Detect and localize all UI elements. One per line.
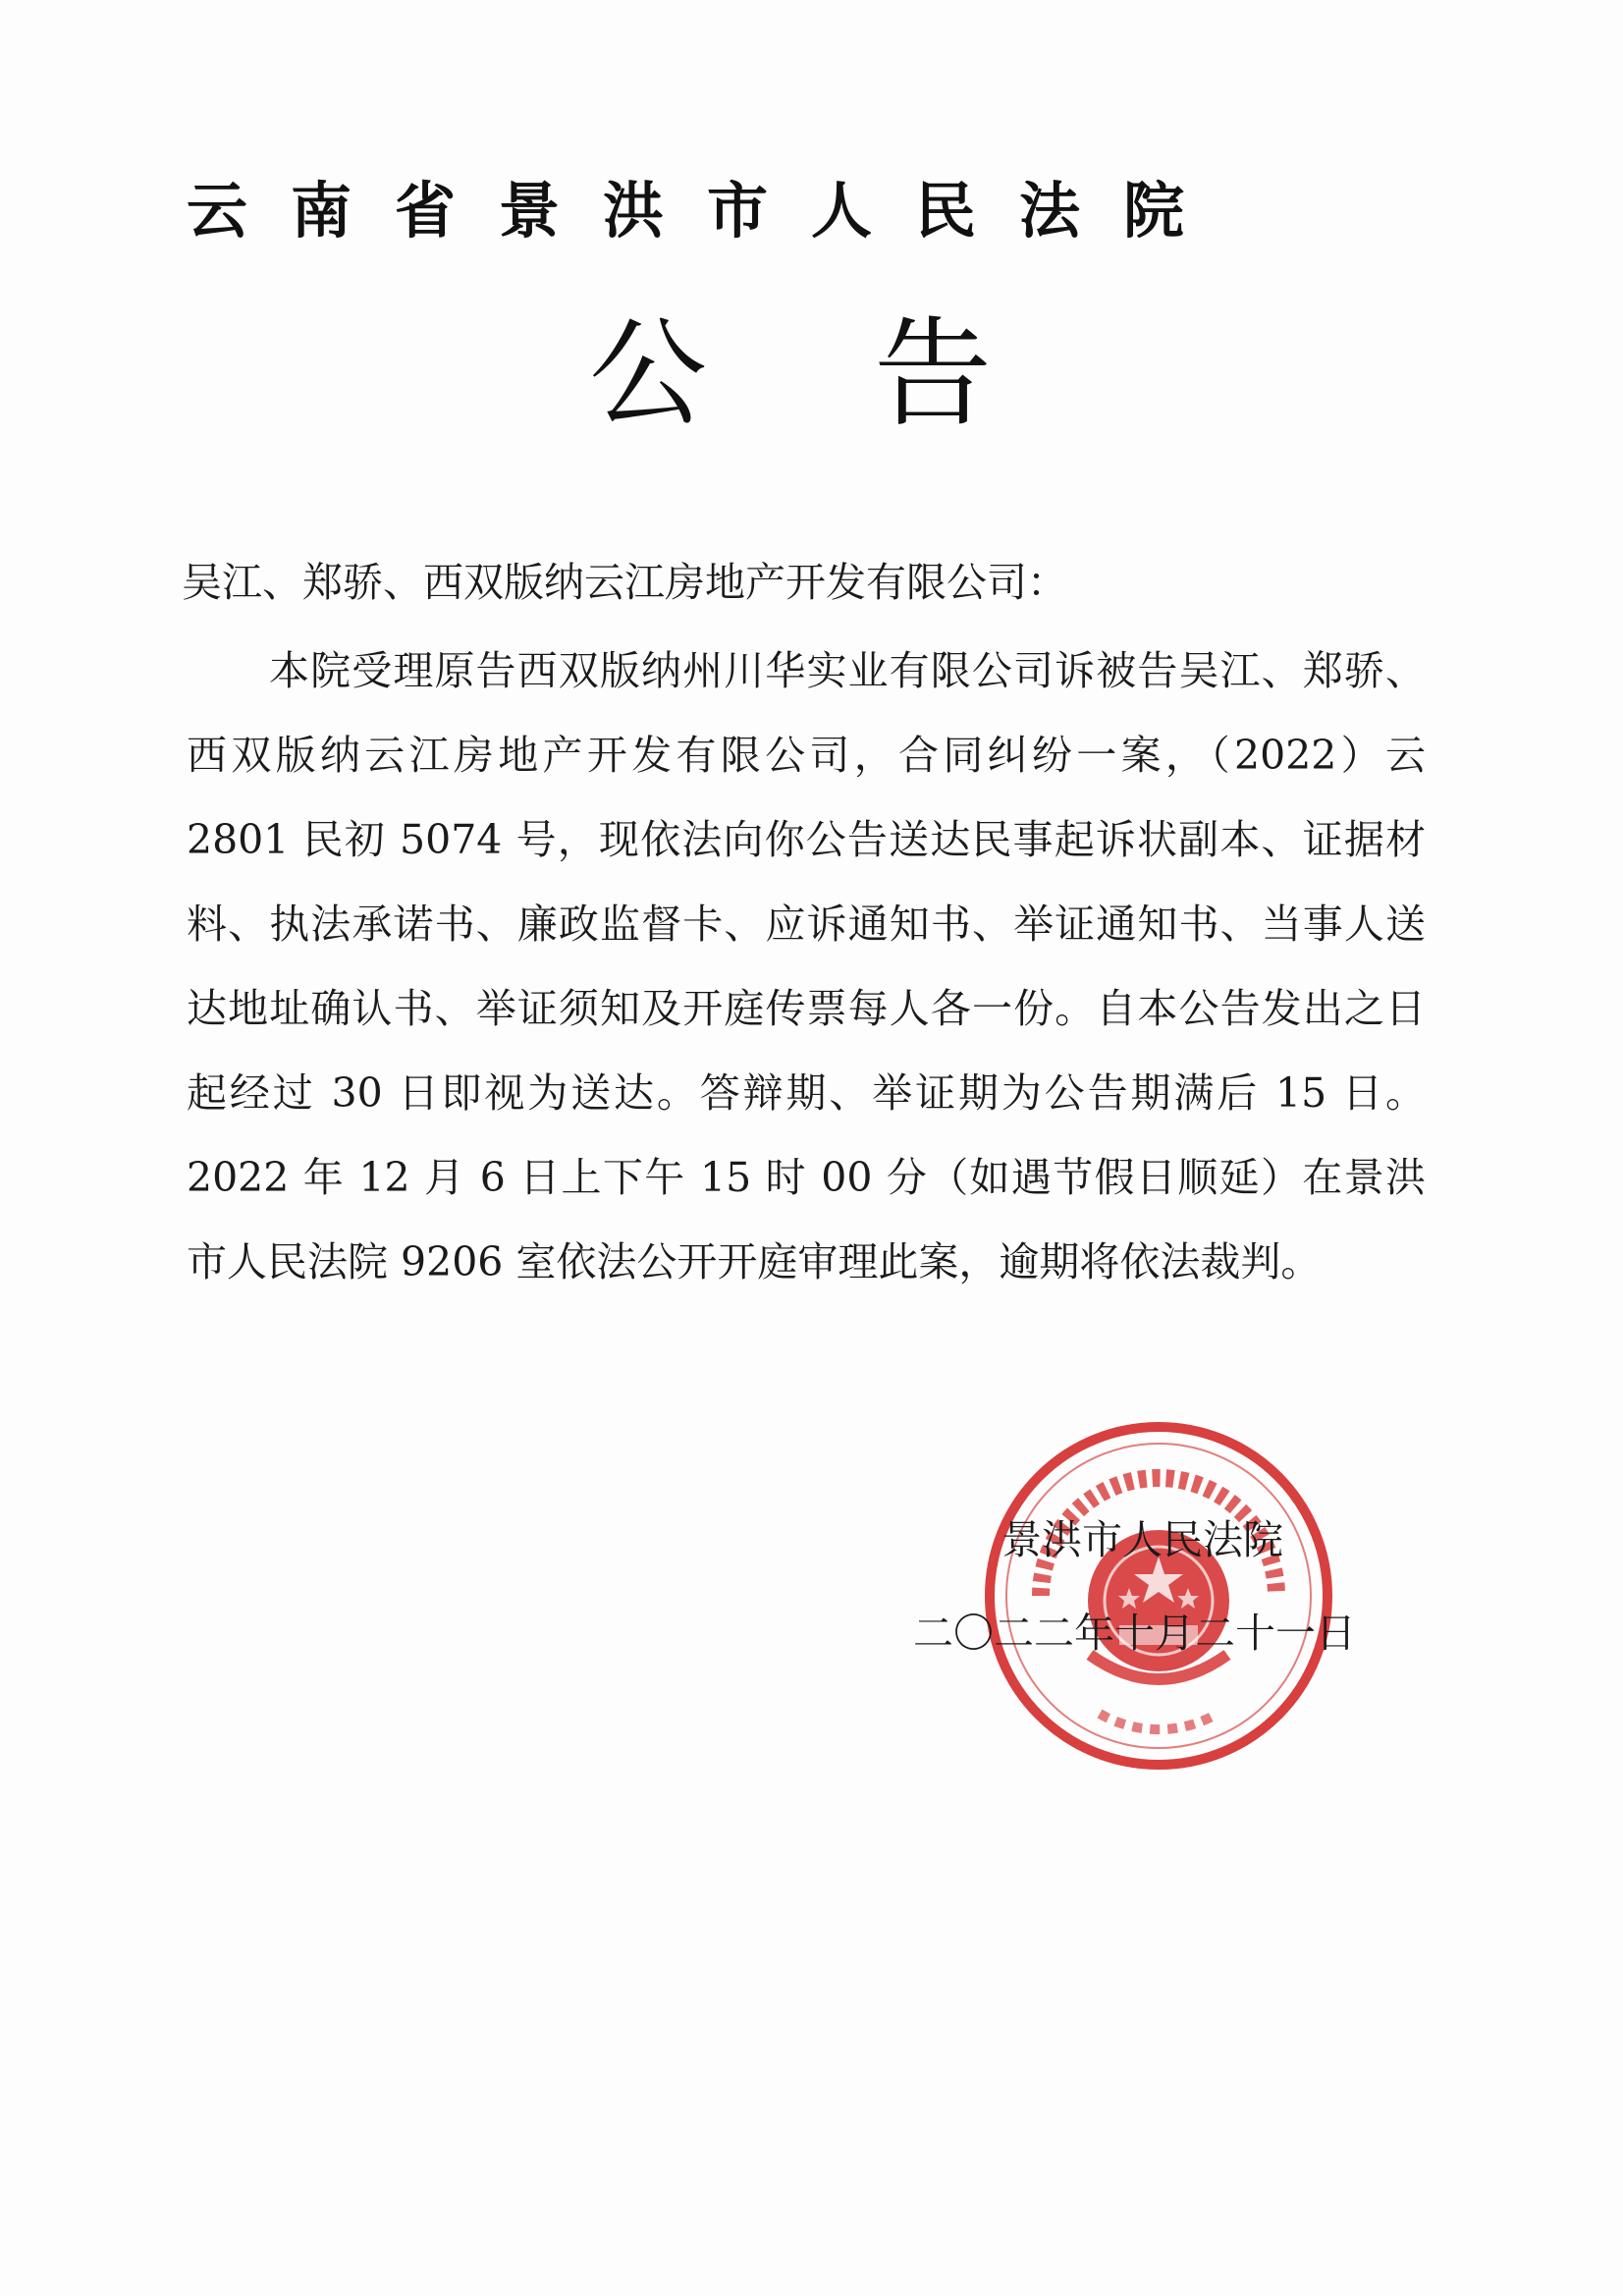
court-seal-icon [982, 1419, 1335, 1773]
court-name-heading: 云南省景洪市人民法院 [187, 175, 1228, 246]
document-title: 公告 [589, 306, 1159, 443]
announcement-body: 本院受理原告西双版纳州川华实业有限公司诉被告吴江、郑骄、西双版纳云江房地产开发有限公司，合同纠纷一案，（2022）云 2801 民初 5074 号，现依法向你公告送达民事起诉状副本、证据材料、执法承诺书、廉政监督卡、应诉通知书、举证通知书、当事人送达地址确认书、举证须知及开庭传票每人各一份。自本公告发出之日起经过 30 日即视为送达。答辩期、举证期为公告期满后 15 日。2022 年 12 月 6 日上下午 15 时 00 分（如遇节假日顺延）在景洪市人民法院 9206 室依法公开开庭审理此案，逾期将依法裁判。 [187, 647, 1426, 1285]
signing-court: 景洪市人民法院 [1001, 1516, 1283, 1563]
addressee-line: 吴江、郑骄、西双版纳云江房地产开发有限公司： [182, 559, 1067, 606]
signing-date: 二〇二二年十月二十一日 [913, 1610, 1356, 1657]
